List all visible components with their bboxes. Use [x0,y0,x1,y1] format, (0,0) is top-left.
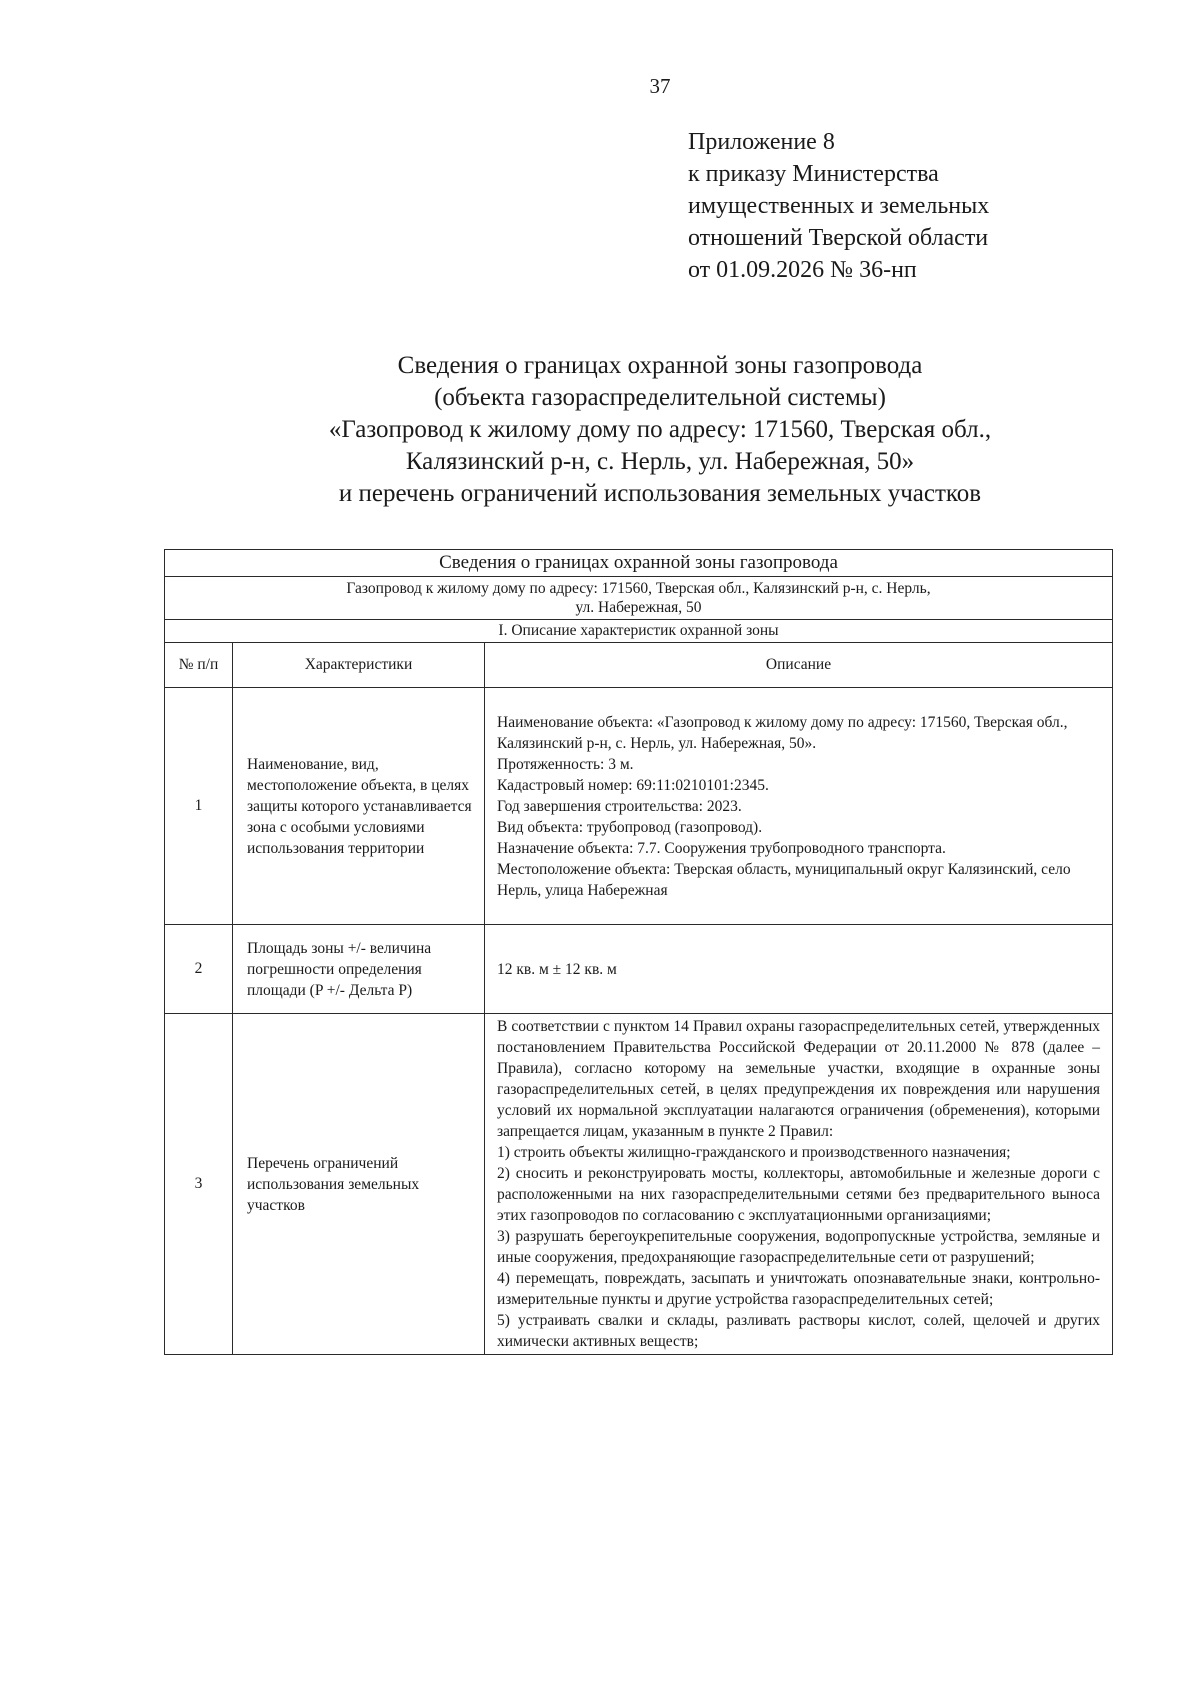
header-description: Описание [485,643,1113,688]
row-characteristic: Перечень ограничений использования земельных участков [233,1014,485,1355]
table-row [165,1014,1113,1355]
annex-line: имущественных и земельных [688,193,990,219]
title-line: (объекта газораспределительной системы) [434,384,886,411]
description-paragraph: 12 кв. м ± 12 кв. м [497,960,617,978]
description-paragraph: 4) перемещать, повреждать, засыпать и уничтожать опознавательные знаки, контрольно-измерительные пункты и другие устройства газораспределительных сетей; [497,1270,1101,1308]
annex-line: Приложение 8 [688,129,835,155]
header-characteristics: Характеристики [233,643,485,688]
row-description [485,925,1113,1014]
row-description [485,688,1113,925]
title-line: Калязинский р-н, с. Нерль, ул. Набережная, 50» [405,448,915,475]
table-title: Сведения о границах охранной зоны газопровода [165,550,1113,577]
description-paragraph: В соответствии с пунктом 14 Правил охраны газораспределительных сетей, утвержденных постановлением Правительства Российской Федерации от 20.11.2000 № 878 (далее – Правила), согласно которому на земельные участки, входящие в охранные зоны газораспределительных сетей, в целях предупреждения их повреждения или нарушения условий их нормальной эксплуатации налагаются ограничения (обременения), которыми запрещается лицам, указанным в пункте 2 Правил: [497,1018,1101,1140]
annex-line: к приказу Министерства [688,161,939,187]
row-number: 3 [165,1014,233,1355]
description-paragraph: 3) разрушать берегоукрепительные сооружения, водопропускные устройства, земляные и иные сооружения, предохраняющие газораспределительные сети от разрушений; [497,1228,1101,1266]
description-paragraph: Назначение объекта: 7.7. Сооружения трубопроводного транспорта. [497,839,946,857]
header-num: № п/п [165,643,233,688]
description-paragraph: 5) устраивать свалки и склады, разливать растворы кислот, солей, щелочей и других химически активных веществ; [497,1312,1101,1350]
row-number: 1 [165,688,233,925]
zone-info-table [164,549,1113,1355]
document-title [160,350,1160,510]
description-paragraph: Протяженность: 3 м. [497,755,634,773]
row-number: 2 [165,925,233,1014]
annex-line: отношений Тверской области [688,225,989,251]
table-subtitle-line: Газопровод к жилому дому по адресу: 171560, Тверская обл., Калязинский р-н, с. Нерль, [346,580,931,597]
table-row [165,688,1113,925]
section-heading: I. Описание характеристик охранной зоны [165,620,1113,643]
annex-line: от 01.09.2026 № 36-нп [688,257,917,283]
description-paragraph: 1) строить объекты жилищно-гражданского и производственного назначения; [497,1144,1011,1161]
row-characteristic: Площадь зоны +/- величина погрешности определения площади (P +/- Дельта P) [233,925,485,1014]
description-paragraph: Год завершения строительства: 2023. [497,797,742,815]
row-description [485,1014,1113,1355]
description-paragraph: 2) сносить и реконструировать мосты, коллекторы, автомобильные и железные дороги с расположенными на них газораспределительными сетями без предварительного выноса этих газопроводов по согласованию с эксплуатационными организациями; [497,1165,1101,1224]
description-paragraph: Кадастровый номер: 69:11:0210101:2345. [497,776,769,794]
title-line: и перечень ограничений использования земельных участков [338,480,982,507]
description-paragraph: Местоположение объекта: Тверская область, муниципальный округ Калязинский, село Нерль, улица Набережная [497,860,1071,899]
annex-header [688,126,989,286]
table-subtitle [165,577,1113,620]
page-number: 37 [649,74,671,98]
row-characteristic: Наименование, вид, местоположение объекта, в целях защиты которого устанавливается зона с особыми условиями использования территории [233,688,485,925]
title-line: Сведения о границах охранной зоны газопровода [397,352,923,379]
description-paragraph: Вид объекта: трубопровод (газопровод). [497,818,763,836]
description-paragraph: Наименование объекта: «Газопровод к жилому дому по адресу: 171560, Тверская обл., Калязинский р-н, с. Нерль, ул. Набережная, 50». [497,713,1068,752]
title-line: «Газопровод к жилому дому по адресу: 171560, Тверская обл., [328,416,992,443]
table-row [165,925,1113,1014]
table-subtitle-line: ул. Набережная, 50 [575,599,702,616]
